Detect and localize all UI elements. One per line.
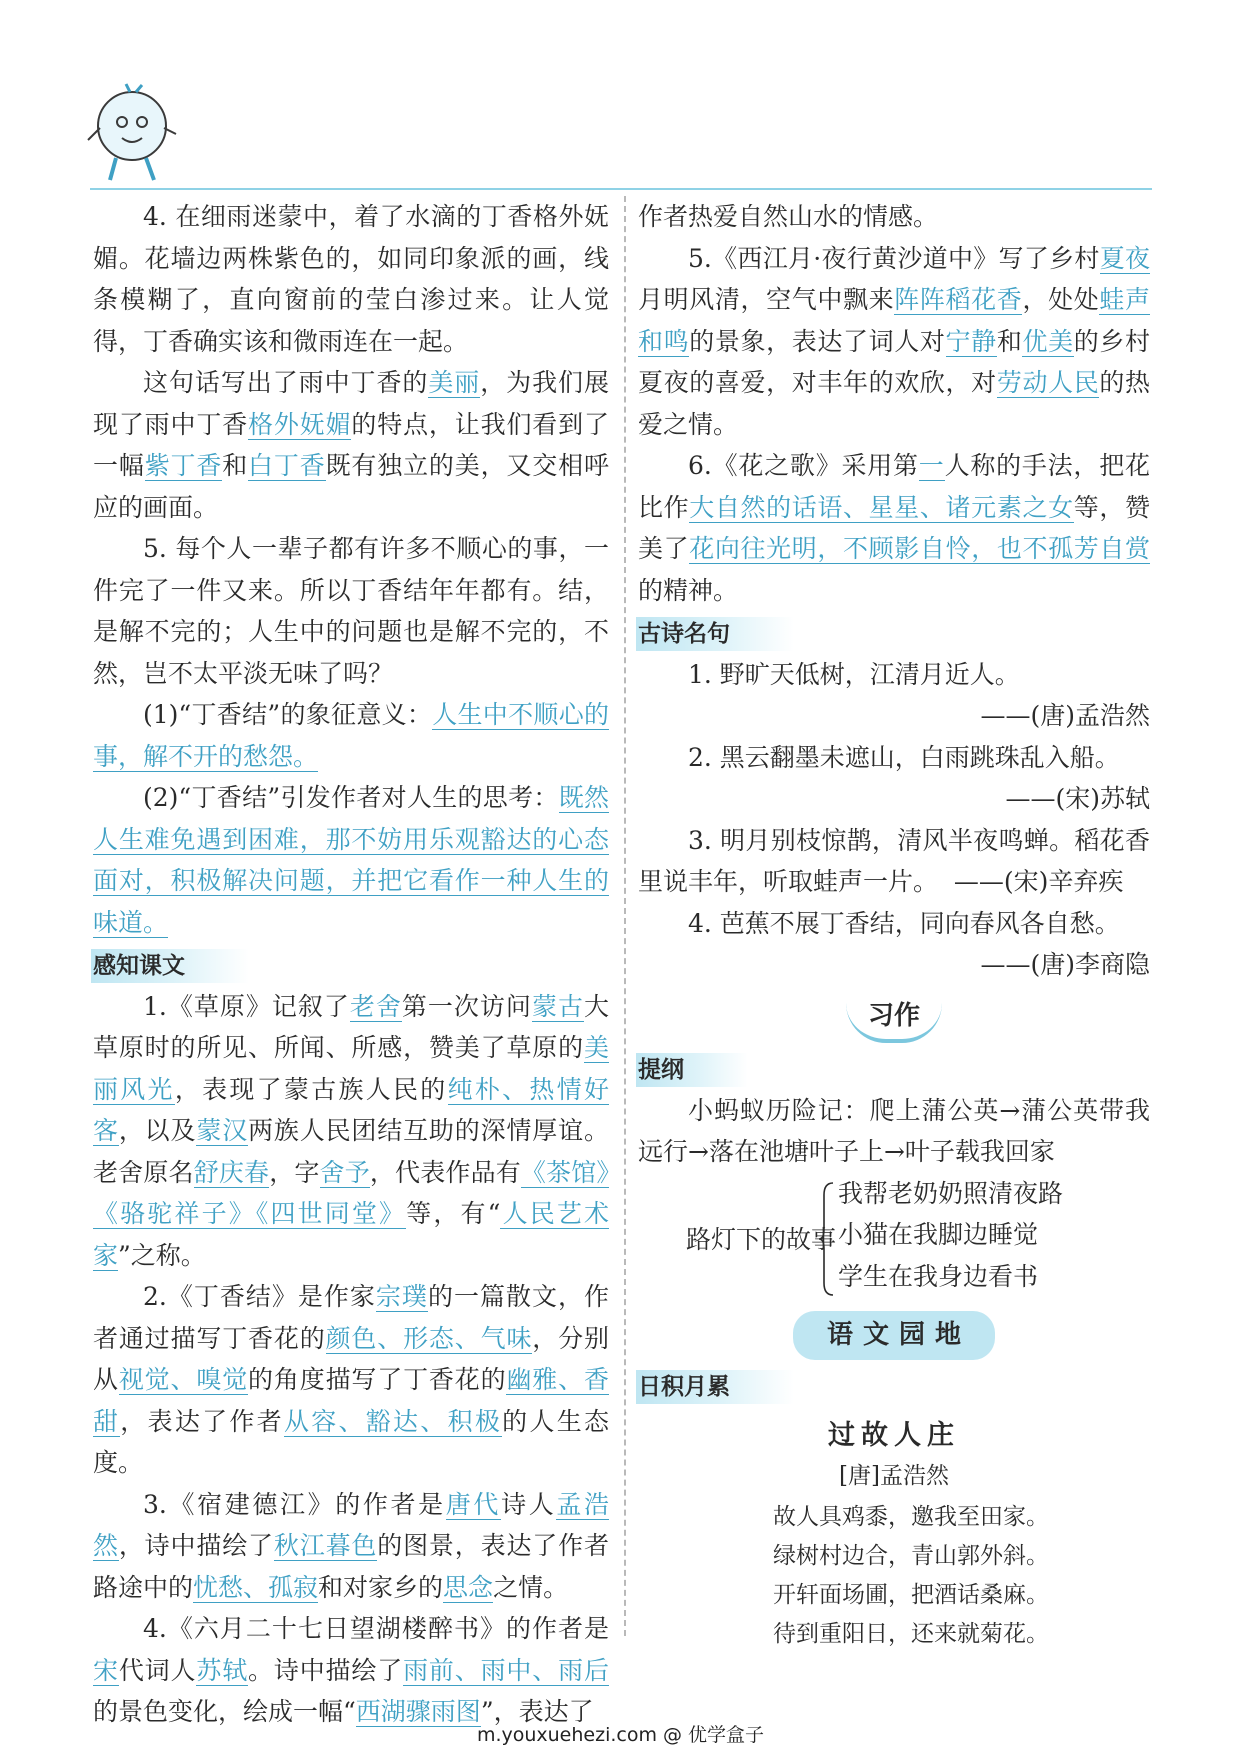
poem-title: 过故人庄 <box>828 1419 960 1451</box>
poem-line: 待到重阳日，还来就菊花。 <box>773 1620 1049 1647</box>
section-outline: 提纲 <box>636 1053 748 1087</box>
story-option: 小猫在我脚边睡觉 <box>838 1220 1039 1249</box>
banner-writing: 习作 <box>638 994 1150 1044</box>
story-label: 路灯下的故事 <box>686 1224 837 1254</box>
left-column <box>93 196 609 1733</box>
poem-quote-2: 2. 黑云翻墨未遮山，白雨跳珠乱入船。 <box>688 742 1120 772</box>
story-diagram <box>638 1173 1150 1303</box>
poem-source-1: ——(唐)孟浩然 <box>980 701 1150 730</box>
banner-chinese-garden: 语文园地 <box>638 1311 1150 1361</box>
story-option: 学生在我身边看书 <box>838 1261 1039 1291</box>
footer-watermark: m.youxuehezi.com @ 优学盒子 <box>476 1724 765 1746</box>
section-daily: 日积月累 <box>636 1370 794 1404</box>
poem-quote-4: 4. 芭蕉不展丁香结，同向春风各自愁。 <box>688 908 1120 938</box>
q4-text: 4. 在细雨迷蒙中，着了水滴的丁香格外妩媚。花墙边两株紫色的，如同印象派的画，线条模糊了，直向窗前的莹白渗过来。让人觉得，丁香确实该和微雨连在一起。 <box>93 202 609 356</box>
section-poems: 古诗名句 <box>636 617 794 651</box>
poem-quote-3: 3. 明月别枝惊鹊，清风半夜鸣蝉。稻花香里说丰年，听取蛙声一片。 ——(宋)辛弃疾 <box>638 825 1150 896</box>
poem-source-3: ——(宋)辛弃疾 <box>953 867 1124 896</box>
perceive-item-4: 4.《六月二十七日望湖楼醉书》的作者是宋代词人苏轼。诗中描绘了雨前、雨中、雨后的景色变化，绘成一幅“西湖骤雨图”，表达了 <box>93 1614 609 1726</box>
brace-icon <box>818 1181 834 1297</box>
perceive-item-2: 2.《丁香结》是作家宗璞的一篇散文，作者通过描写丁香花的颜色、形态、气味，分别从视觉、嗅觉的角度描写了丁香花的幽雅、香甜，表达了作者从容、豁达、积极的人生态度。 <box>93 1282 609 1477</box>
perceive-item-6: 6.《花之歌》采用第一人称的手法，把花比作大自然的话语、星星、诸元素之女等，赞美了花向往光明，不顾影自怜，也不孤芳自赏的精神。 <box>638 451 1150 605</box>
perceive-item-1: 1.《草原》记叙了老舍第一次访问蒙古大草原时的所见、所闻、所感，赞美了草原的美丽风光，表现了蒙古族人民的纯朴、热情好客，以及蒙汉两族人民团结互助的深情厚谊。老舍原名舒庆春，字舍予，代表作品有《茶馆》《骆驼祥子》《四世同堂》等，有“人民艺术家”之称。 <box>93 991 609 1270</box>
perceive-item-5: 5.《西江月·夜行黄沙道中》写了乡村夏夜月明风清，空气中飘来阵阵稻花香，处处蛙声和鸣的景象，表达了词人对宁静和优美的乡村夏夜的喜爱，对丰年的欢欣，对劳动人民的热爱之情。 <box>638 243 1150 439</box>
perceive-item-3: 3.《宿建德江》的作者是唐代诗人孟浩然，诗中描绘了秋江暮色的图景，表达了作者路途中的忧愁、孤寂和对家乡的思念之情。 <box>93 1489 609 1602</box>
header-rule <box>90 188 1152 190</box>
story-options <box>838 1173 1063 1298</box>
outline-text: 小蚂蚁历险记：爬上蒲公英→蒲公英带我远行→落在池塘叶子上→叶子载我回家 <box>638 1095 1150 1166</box>
poem-quote-1: 1. 野旷天低树，江清月近人。 <box>688 659 1020 689</box>
column-divider <box>624 196 626 1636</box>
q5-text: 5. 每个人一辈子都有许多不顺心的事，一件完了一件又来。所以丁香结年年都有。结，是解不完的；人生中的问题也是解不完的，不然，岂不太平淡无味了吗？ <box>93 534 609 688</box>
q4-answer: 这句话写出了雨中丁香的美丽，为我们展现了雨中丁香格外妩媚的特点，让我们看到了一幅紫丁香和白丁香既有独立的美，又交相呼应的画面。 <box>93 368 609 522</box>
right-column <box>638 196 1150 1654</box>
mascot-icon <box>86 82 180 186</box>
q5-sub2: (2)“丁香结”引发作者对人生的思考：既然人生难免遇到困难，那不妨用乐观豁达的心态面对，积极解决问题，并把它看作一种人生的味道。 <box>93 783 609 937</box>
poem-source-2: ——(宋)苏轼 <box>1005 784 1150 813</box>
poem-line: 开轩面场圃，把酒话桑麻。 <box>773 1581 1049 1608</box>
poem-line: 故人具鸡黍，邀我至田家。 <box>773 1503 1049 1530</box>
perceive-item-4-continued: 作者热爱自然山水的情感。 <box>638 202 939 231</box>
poem-source-4: ——(唐)李商隐 <box>980 950 1150 979</box>
section-perceive: 感知课文 <box>91 949 249 983</box>
poem-line: 绿树村边合，青山郭外斜。 <box>773 1542 1049 1569</box>
poem-author: [唐]孟浩然 <box>839 1463 949 1489</box>
q5-sub1: (1)“丁香结”的象征意义：人生中不顺心的事，解不开的愁怨。 <box>93 700 609 771</box>
story-option: 我帮老奶奶照清夜路 <box>838 1178 1064 1208</box>
